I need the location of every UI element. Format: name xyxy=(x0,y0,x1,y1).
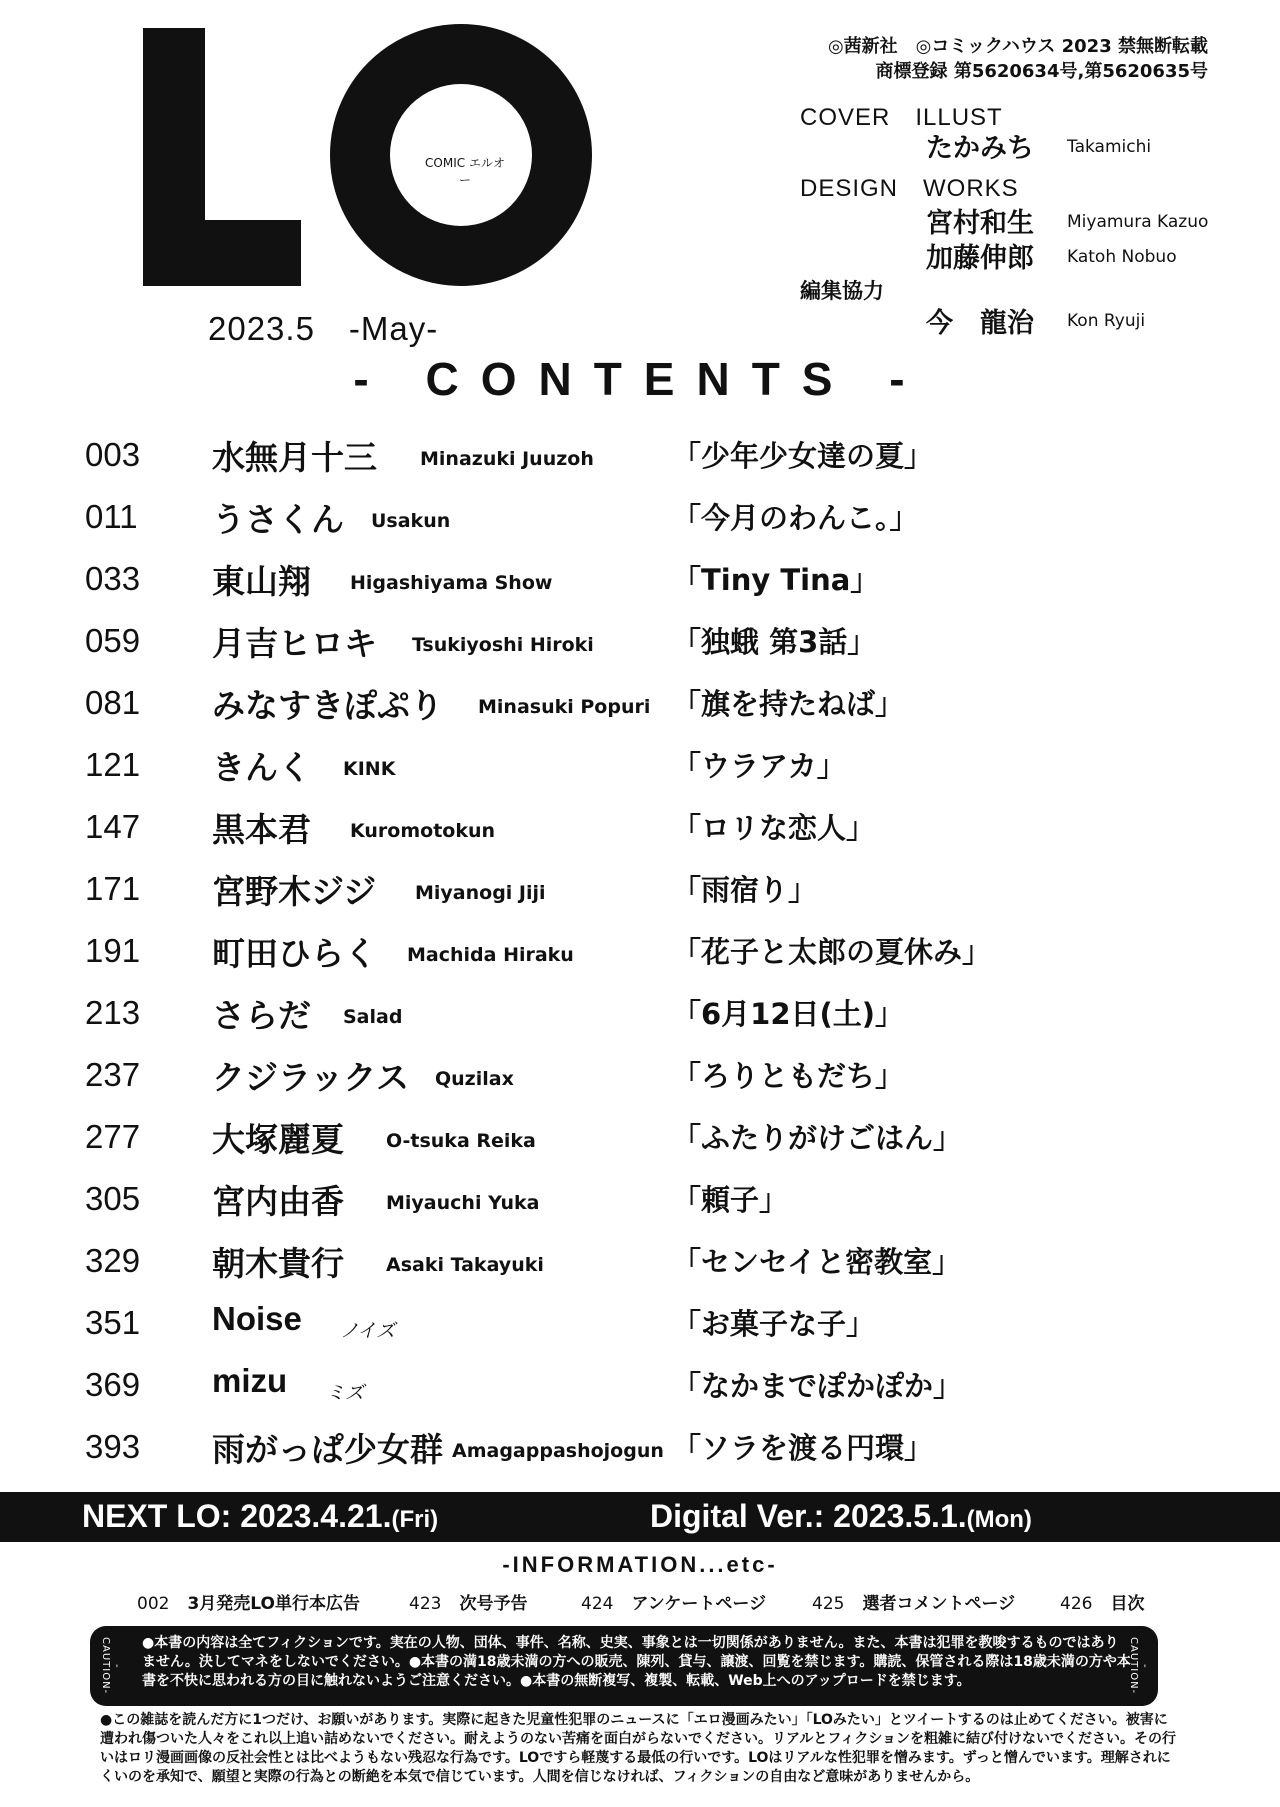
caution-text: ●本書の内容は全てフィクションです。実在の人物、団体、事件、名称、史実、事象とは一切関係がありません。また、本書は犯罪を教唆するものではありません。決してマネをしないでください。●本書の満18歳未満の方への販売、陳列、貸与、譲渡、回覧を禁じます。購読、保管される際は18歳未満の方や本書を不快に思われる方の目に触れないようご注意ください。●本書の無断複写、複製、転載、Web上へのアップロードを禁じます。 xyxy=(142,1635,1131,1689)
author-romaji: Miyanogi Jiji xyxy=(415,882,546,904)
design-works-name-2: 加藤伸郎 xyxy=(926,243,1034,274)
contents-row xyxy=(0,1234,1280,1284)
contents-row xyxy=(0,428,1280,478)
information-list xyxy=(0,1589,1280,1617)
story-title: 「独蛾 第3話」 xyxy=(672,625,877,659)
caution-side-label-left: -CAUTION- xyxy=(100,1637,122,1695)
information-page: 424 xyxy=(581,1594,614,1614)
contents-row xyxy=(0,862,1280,912)
information-page: 426 xyxy=(1060,1594,1093,1614)
story-title: 「ふたりがけごはん」 xyxy=(672,1121,963,1155)
page-number: 305 xyxy=(85,1180,141,1217)
cover-illust-role: COVER ILLUST xyxy=(800,104,1003,131)
next-issue-label: NEXT LO: 2023.4.21. xyxy=(82,1498,392,1534)
editorial-romaji: Kon Ryuji xyxy=(1067,311,1146,331)
author-name: 月吉ヒロキ xyxy=(212,624,377,663)
information-page: 002 xyxy=(137,1594,170,1614)
issue-date: 2023.5 -May- xyxy=(208,310,439,347)
story-title: 「ウラアカ」 xyxy=(672,749,846,783)
author-romaji: Kuromotokun xyxy=(350,820,496,842)
caution-side-label-right: -CAUTION- xyxy=(1128,1637,1150,1695)
author-romaji: Quzilax xyxy=(435,1068,514,1090)
author-name: 大塚麗夏 xyxy=(212,1120,344,1159)
page-number: 369 xyxy=(85,1366,141,1403)
page-number: 121 xyxy=(85,746,141,783)
story-title: 「花子と太郎の夏休み」 xyxy=(672,935,992,969)
contents-row xyxy=(0,1358,1280,1408)
contents-row xyxy=(0,738,1280,788)
copyright-line-2: 商標登録 第5620634号,第5620635号 xyxy=(875,61,1208,82)
page-number: 277 xyxy=(85,1118,141,1155)
contents-row xyxy=(0,490,1280,540)
digital-version-date xyxy=(650,1498,1032,1535)
page-number: 393 xyxy=(85,1428,141,1465)
copyright-block xyxy=(828,34,1208,84)
caution-box xyxy=(90,1626,1158,1706)
page-number: 081 xyxy=(85,684,141,721)
page-number: 329 xyxy=(85,1242,141,1279)
story-title: 「今月のわんこ。」 xyxy=(672,501,919,535)
information-item xyxy=(137,1589,360,1614)
author-romaji: Asaki Takayuki xyxy=(386,1254,544,1276)
contents-row xyxy=(0,614,1280,664)
story-title: 「お菓子な子」 xyxy=(672,1307,876,1341)
author-name: 黒本君 xyxy=(212,810,311,849)
information-label: 選者コメントページ xyxy=(862,1594,1016,1614)
author-name: みなすきぽぷり xyxy=(212,686,443,725)
author-name: うさくん xyxy=(212,500,344,539)
story-title: 「ロリな恋人」 xyxy=(672,811,876,845)
information-heading: -INFORMATION...etc- xyxy=(502,1552,778,1577)
contents-row xyxy=(0,924,1280,974)
story-title: 「少年少女達の夏」 xyxy=(672,439,934,473)
page-number: 059 xyxy=(85,622,141,659)
copyright-line-1: ◎茜新社 ◎コミックハウス 2023 禁無断転載 xyxy=(827,36,1208,57)
story-title: 「雨宿り」 xyxy=(672,873,818,907)
page-number: 237 xyxy=(85,1056,141,1093)
story-title: 「センセイと密教室」 xyxy=(672,1245,962,1279)
author-romaji: KINK xyxy=(343,758,396,780)
footer-note: ●この雑誌を読んだ方に1つだけ、お願いがあります。実際に起きた児童性犯罪のニュースに「エロ漫画みたい」「LOみたい」とツイートするのは止めてください。被害に遭われ傷ついた人々をこれ以上追い詰めないでください。耐えようのない苦痛を面白がらないでください。リアルとフィクションを粗雑に結び付けないでください。その行いはロリ漫画画像の反社会性とは比べようもない残忍な行為です。LOですら軽蔑する最低の行いです。LOはリアルな性犯罪を憎みます。ずっと憎んでいます。理解されにくいのを承知で、願望と実際の行為との断絶を本気で信じています。人間を信じなければ、フィクションの自由など意味がありませんから。 xyxy=(100,1712,1177,1785)
editorial-name: 今 龍治 xyxy=(926,308,1034,339)
cover-illust-name: たかみち xyxy=(926,133,1034,164)
next-issue-day: (Fri) xyxy=(391,1506,439,1533)
author-name: mizu xyxy=(212,1362,288,1399)
information-item xyxy=(409,1589,527,1614)
digital-version-label: Digital Ver.: 2023.5.1. xyxy=(650,1498,967,1534)
author-name: 水無月十三 xyxy=(212,438,377,477)
information-label: 3月発売LO単行本広告 xyxy=(187,1594,360,1614)
information-label: 次号予告 xyxy=(459,1594,528,1614)
editorial-role: 編集協力 xyxy=(800,279,884,303)
author-romaji: Higashiyama Show xyxy=(350,572,553,594)
logo-subtitle: COMIC エルオー xyxy=(425,156,505,187)
author-name: 宮内由香 xyxy=(212,1182,344,1221)
author-name: 宮野木ジジ xyxy=(212,872,377,911)
next-issue-date xyxy=(82,1498,438,1535)
author-romaji: ノイズ xyxy=(340,1320,396,1342)
author-romaji: Minasuki Popuri xyxy=(478,696,651,718)
contents-row xyxy=(0,552,1280,602)
page-number: 033 xyxy=(85,560,141,597)
author-romaji: O-tsuka Reika xyxy=(386,1130,536,1152)
author-romaji: Salad xyxy=(343,1006,403,1028)
author-name: 朝木貴行 xyxy=(212,1244,344,1283)
information-item xyxy=(1060,1589,1144,1614)
information-item xyxy=(812,1589,1015,1614)
design-works-romaji-2: Katoh Nobuo xyxy=(1067,247,1177,267)
author-name: クジラックス xyxy=(212,1058,410,1097)
contents-row xyxy=(0,1296,1280,1346)
page-number: 003 xyxy=(85,436,141,473)
author-romaji: Machida Hiraku xyxy=(407,944,574,966)
author-romaji: Tsukiyoshi Hiroki xyxy=(412,634,594,656)
story-title: 「6月12日(土)」 xyxy=(672,997,905,1031)
page-number: 147 xyxy=(85,808,141,845)
cover-illust-romaji: Takamichi xyxy=(1067,137,1152,157)
story-title: 「ろりともだち」 xyxy=(672,1059,905,1093)
page-number: 351 xyxy=(85,1304,141,1341)
author-name: Noise xyxy=(212,1300,302,1337)
information-label: 目次 xyxy=(1110,1594,1145,1614)
information-page: 425 xyxy=(812,1594,845,1614)
author-name: 雨がっぱ少女群 xyxy=(212,1430,443,1469)
digital-version-day: (Mon) xyxy=(966,1506,1032,1533)
information-page: 423 xyxy=(409,1594,442,1614)
story-title: 「頼子」 xyxy=(672,1183,789,1217)
author-name: 東山翔 xyxy=(212,562,311,601)
page-number: 213 xyxy=(85,994,141,1031)
story-title: 「なかまでぽかぽか」 xyxy=(672,1369,963,1403)
contents-heading: - CONTENTS - xyxy=(353,353,927,405)
author-romaji: Miyauchi Yuka xyxy=(386,1192,540,1214)
design-works-role: DESIGN WORKS xyxy=(800,175,1019,202)
information-item xyxy=(581,1589,766,1614)
contents-row xyxy=(0,1172,1280,1222)
author-name: 町田ひらく xyxy=(212,934,377,973)
logo-letter-l-foot xyxy=(143,220,301,286)
information-label: アンケートページ xyxy=(631,1594,767,1614)
contents-row xyxy=(0,800,1280,850)
page-number: 171 xyxy=(85,870,141,907)
contents-row xyxy=(0,676,1280,726)
contents-row xyxy=(0,1048,1280,1098)
story-title: 「ソラを渡る円環」 xyxy=(672,1431,934,1465)
page-number: 191 xyxy=(85,932,141,969)
author-name: さらだ xyxy=(212,996,311,1035)
story-title: 「Tiny Tina」 xyxy=(672,563,880,597)
author-name: きんく xyxy=(212,748,311,787)
page-number: 011 xyxy=(85,498,138,535)
design-works-name-1: 宮村和生 xyxy=(926,208,1034,239)
contents-row xyxy=(0,1420,1280,1470)
contents-row xyxy=(0,1110,1280,1160)
story-title: 「旗を持たねば」 xyxy=(672,687,905,721)
author-romaji: Minazuki Juuzoh xyxy=(420,448,594,470)
author-romaji: Usakun xyxy=(371,510,451,532)
contents-row xyxy=(0,986,1280,1036)
design-works-romaji-1: Miyamura Kazuo xyxy=(1067,212,1209,232)
author-romaji: ミズ xyxy=(326,1382,365,1404)
author-romaji: Amagappashojogun xyxy=(452,1440,664,1462)
next-issue-bar xyxy=(0,1492,1280,1542)
